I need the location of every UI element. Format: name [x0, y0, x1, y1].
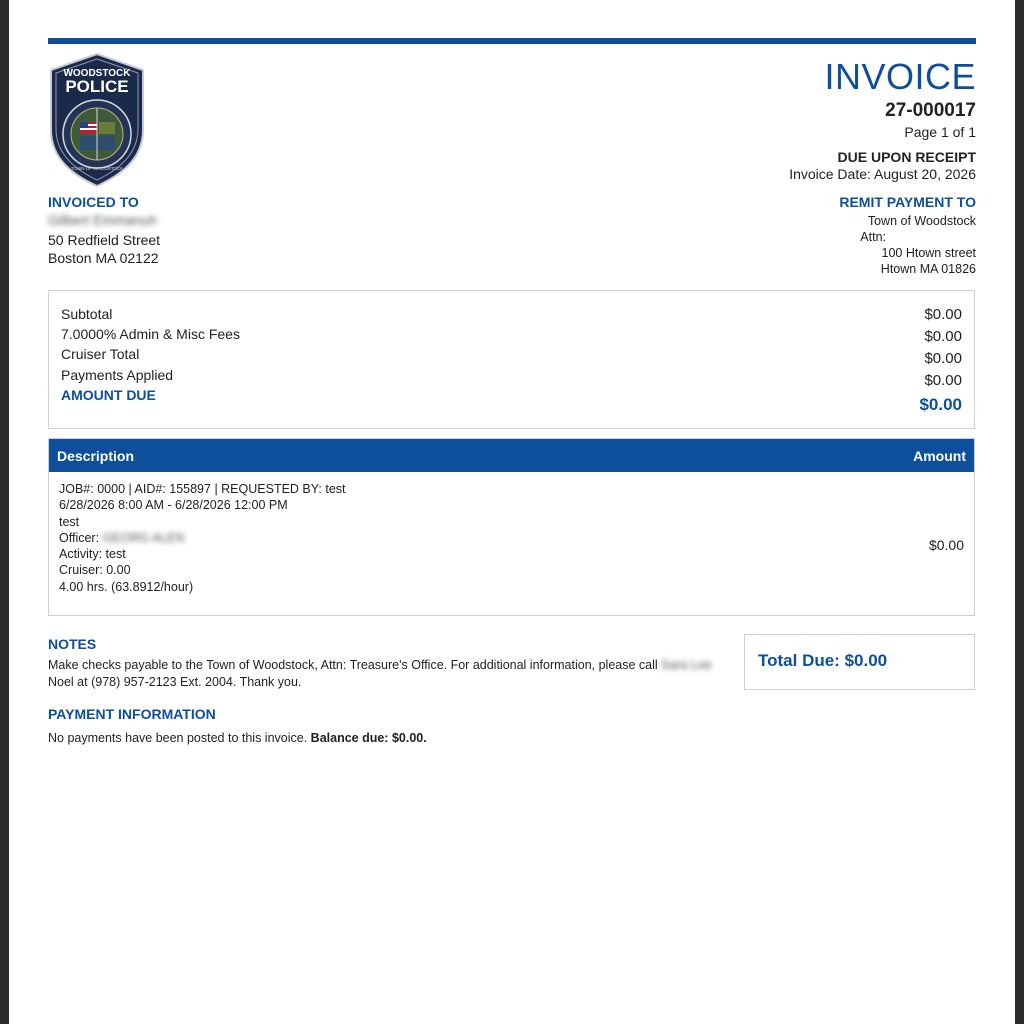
- badge-main-text: POLICE: [65, 77, 129, 96]
- officer-name: GEORG ALEN: [102, 530, 185, 545]
- notes-text-start: Make checks payable to the Town of Woodstock, Attn: Treasure's Office. For additional information, please call: [48, 658, 662, 672]
- summary-value: $0.00: [924, 328, 962, 345]
- amount-header: Amount: [913, 448, 966, 464]
- payment-terms: DUE UPON RECEIPT: [837, 149, 976, 165]
- row-amount: $0.00: [928, 537, 964, 553]
- page-indicator: Page 1 of 1: [904, 124, 976, 140]
- amount-due-label: AMOUNT DUE: [61, 387, 156, 403]
- total-due-box: [744, 634, 975, 690]
- invoice-date: Invoice Date: August 20, 2026: [789, 166, 976, 182]
- payment-info-label: PAYMENT INFORMATION: [48, 706, 216, 722]
- notes-text: [48, 657, 738, 691]
- invoiced-to-label: INVOICED TO: [48, 194, 139, 210]
- invoiced-to-name: Gilbert Emmanuh: [48, 212, 157, 228]
- summary-value: $0.00: [924, 350, 962, 367]
- description-header: Description: [57, 448, 135, 464]
- payment-info-message: No payments have been posted to this invoice.: [48, 731, 311, 745]
- summary-value: $0.00: [924, 306, 962, 323]
- row-hours-line: 4.00 hrs. (63.8912/hour): [59, 579, 194, 594]
- row-time-line: 6/28/2026 8:00 AM - 6/28/2026 12:00 PM: [59, 498, 288, 513]
- summary-box: [48, 290, 975, 429]
- row-activity-line: Activity: test: [59, 547, 126, 562]
- row-cruiser-line: Cruiser: 0.00: [59, 563, 131, 578]
- row-note-line: test: [59, 514, 80, 529]
- remit-to-city: Htown MA 01826: [880, 262, 976, 276]
- total-due-text: Total Due: $0.00: [758, 651, 888, 670]
- badge-top-text: WOODSTOCK: [63, 68, 131, 79]
- amount-due-value: $0.00: [919, 395, 962, 414]
- row-job-line: JOB#: 0000 | AID#: 155897 | REQUESTED BY: test: [59, 482, 346, 496]
- invoice-page: [9, 0, 1015, 1024]
- line-items-table: [48, 438, 975, 616]
- invoice-number: 27-000017: [885, 100, 976, 121]
- remit-to-label: REMIT PAYMENT TO: [839, 194, 976, 210]
- notes-text-end: Noel at (978) 957-2123 Ext. 2004. Thank you.: [48, 675, 302, 689]
- notes-redacted-name: Sara Lee: [661, 658, 712, 672]
- remit-to-town: Town of Woodstock: [867, 214, 976, 228]
- summary-label: Cruiser Total: [61, 346, 140, 362]
- police-badge-logo: [47, 52, 147, 188]
- summary-value: $0.00: [924, 372, 962, 389]
- invoice-title: INVOICE: [824, 56, 976, 97]
- invoiced-to-city: Boston MA 02122: [48, 250, 159, 266]
- summary-label: 7.0000% Admin & Misc Fees: [61, 326, 240, 342]
- payment-info-text: [48, 731, 427, 745]
- summary-label: Payments Applied: [61, 367, 174, 383]
- officer-label: Officer:: [59, 530, 100, 545]
- table-row: [59, 481, 346, 595]
- balance-due-text: Balance due: $0.00.: [310, 731, 427, 745]
- invoiced-to-street: 50 Redfield Street: [48, 232, 161, 248]
- summary-label: Subtotal: [61, 306, 113, 322]
- remit-to-street: 100 Htown street: [881, 246, 976, 260]
- badge-seal-text: TOWN OF WOODSTOCK: [70, 166, 124, 171]
- table-header: [49, 439, 974, 472]
- notes-label: NOTES: [48, 636, 97, 652]
- remit-to-attn: Attn:: [860, 230, 886, 244]
- top-accent-bar: [48, 38, 976, 44]
- row-officer-line: [59, 530, 346, 546]
